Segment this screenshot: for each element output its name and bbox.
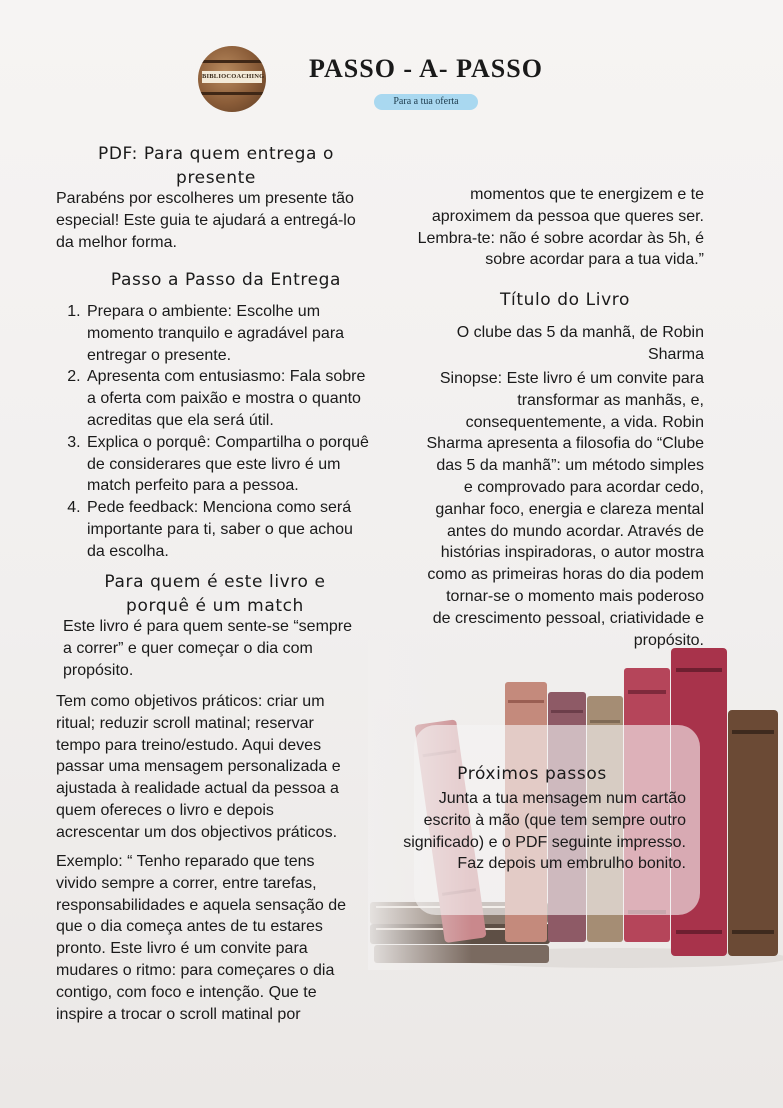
list-item [85, 432, 425, 497]
text-line: Este livro é para quem sente-se “sempre [63, 618, 353, 635]
text-line: escrito à mão (que tem sempre outro [423, 811, 686, 829]
text-line: de considerares que este livro é um [87, 455, 341, 473]
text-line: Junta a tua mensagem num cartão [438, 790, 686, 807]
match-heading-line: porquê é um match [126, 596, 304, 616]
text-line: das 5 da manhã”: um método simples [436, 457, 704, 475]
example-paragraph [56, 851, 386, 1025]
page-title: PASSO - A- PASSO [309, 54, 543, 83]
text-line: tempo para treino/estudo. Aqui deves [56, 736, 322, 754]
text-line: histórias inspiradoras, o autor mostra [440, 544, 704, 562]
offer-badge: Para a tua oferta [374, 94, 478, 110]
text-line: transformar as manhãs, e, [517, 391, 704, 409]
text-line: entregar o presente. [87, 346, 232, 364]
bibliocoaching-logo [198, 46, 266, 112]
text-line: Sharma apresenta a filosofia do “Clube [426, 435, 704, 453]
intro-heading-line: PDF: Para quem entrega o [97, 144, 335, 164]
text-line: ajustada à realidade actual da pessoa a [56, 780, 339, 798]
book-synopsis [390, 368, 704, 651]
text-line: significado) e o PDF seguinte impresso. [403, 833, 686, 851]
text-line: 1. Prepara o ambiente: Escolhe um [87, 303, 321, 320]
match-paragraph-1 [63, 616, 393, 681]
text-line: O clube das 5 da manhã, de Robin [456, 324, 704, 341]
list-item [85, 497, 425, 562]
list-item [85, 301, 425, 366]
text-line: a correr” e quer começar o dia com [63, 639, 313, 657]
text-line: aproximem da pessoa que queres ser. [431, 207, 704, 225]
text-line: antes do mundo acordar. Através de [446, 522, 704, 540]
text-line: Sinopse: Este livro é um convite para [439, 370, 704, 387]
text-line: 2. Apresenta com entusiasmo: Fala sobre [87, 368, 366, 386]
text-line: momento tranquilo e agradável para [87, 324, 345, 342]
example-continuation [390, 184, 704, 271]
logo-shelf [198, 60, 266, 63]
logo-text: BIBLIOCOACHING [202, 71, 262, 83]
steps-heading: Passo a Passo da Entrega [110, 270, 342, 290]
match-heading-line: Para quem é este livro e [104, 572, 326, 592]
text-line: propósito. [633, 631, 704, 649]
text-line: acrescentar um dos objectivos práticos. [56, 823, 338, 841]
text-line: consequentemente, a vida. Robin [465, 413, 704, 431]
text-line: Faz depois um embrulho bonito. [457, 855, 686, 873]
intro-heading-line: presente [176, 168, 256, 188]
text-line: Exemplo: “ Tenho reparado que tens [56, 853, 315, 870]
text-line: 4. Pede feedback: Menciona como será [87, 499, 352, 517]
text-line: e comprovado para acordar cedo, [463, 478, 704, 496]
text-line: da escolha. [87, 542, 169, 560]
text-line: importante para ti, saber o que achou [87, 520, 353, 538]
list-item [85, 366, 425, 431]
text-line: Lembra-te: não é sobre acordar às 5h, é [417, 229, 704, 247]
text-line: Parabéns por escolheres um presente tão [56, 190, 354, 207]
text-line: como as primeiras horas do dia podem [427, 566, 704, 584]
text-line: Sharma [647, 345, 704, 363]
text-line: especial! Este guia te ajudará a entregá-lo [56, 211, 356, 229]
logo-shelf [198, 92, 266, 95]
match-paragraph-2 [56, 691, 386, 844]
text-line: passar uma mensagem personalizada e [56, 758, 341, 776]
text-line: a oferta com paixão e mostra o quanto [87, 390, 361, 408]
intro-text [56, 188, 386, 253]
steps-list [56, 301, 425, 563]
text-line: match perfeito para a pessoa. [87, 477, 299, 495]
match-heading [60, 570, 370, 618]
text-line: quem ofereces o livro e depois [56, 801, 274, 819]
text-line: pronto. Este livro é um convite para [56, 940, 308, 958]
book-title [390, 322, 704, 366]
text-line: 3. Explica o porquê: Compartilha o porquê [87, 433, 369, 451]
text-line: de crescimento pessoal, criatividade e [432, 609, 704, 627]
text-line: tornar-se o momento mais poderoso [446, 587, 704, 605]
text-line: ritual; reduzir scroll matinal; reservar [56, 714, 314, 732]
book-heading: Título do Livro [500, 290, 630, 310]
next-steps-heading: Próximos passos [457, 764, 607, 784]
text-line: contigo, com foco e intenção. Que te [56, 983, 317, 1001]
text-line: mudares o ritmo: para começares o dia [56, 961, 335, 979]
text-line: inspire a trocar o scroll matinal por [56, 1005, 301, 1023]
intro-heading [56, 142, 376, 190]
next-steps-text [380, 788, 686, 875]
text-line: momentos que te energizem e te [470, 186, 704, 203]
text-line: responsabilidades e aquela sensação de [56, 896, 346, 914]
text-line: vivido sempre a correr, entre tarefas, [56, 874, 317, 892]
text-line: ganhar foco, energia e clareza mental [435, 500, 704, 518]
text-line: da melhor forma. [56, 233, 177, 251]
text-line: propósito. [63, 661, 134, 679]
text-line: Tem como objetivos práticos: criar um [56, 693, 325, 710]
text-line: que o dia começa antes de tu estares [56, 918, 323, 936]
text-line: sobre acordar para a tua vida.” [485, 251, 704, 269]
text-line: acreditas que ela será útil. [87, 411, 274, 429]
